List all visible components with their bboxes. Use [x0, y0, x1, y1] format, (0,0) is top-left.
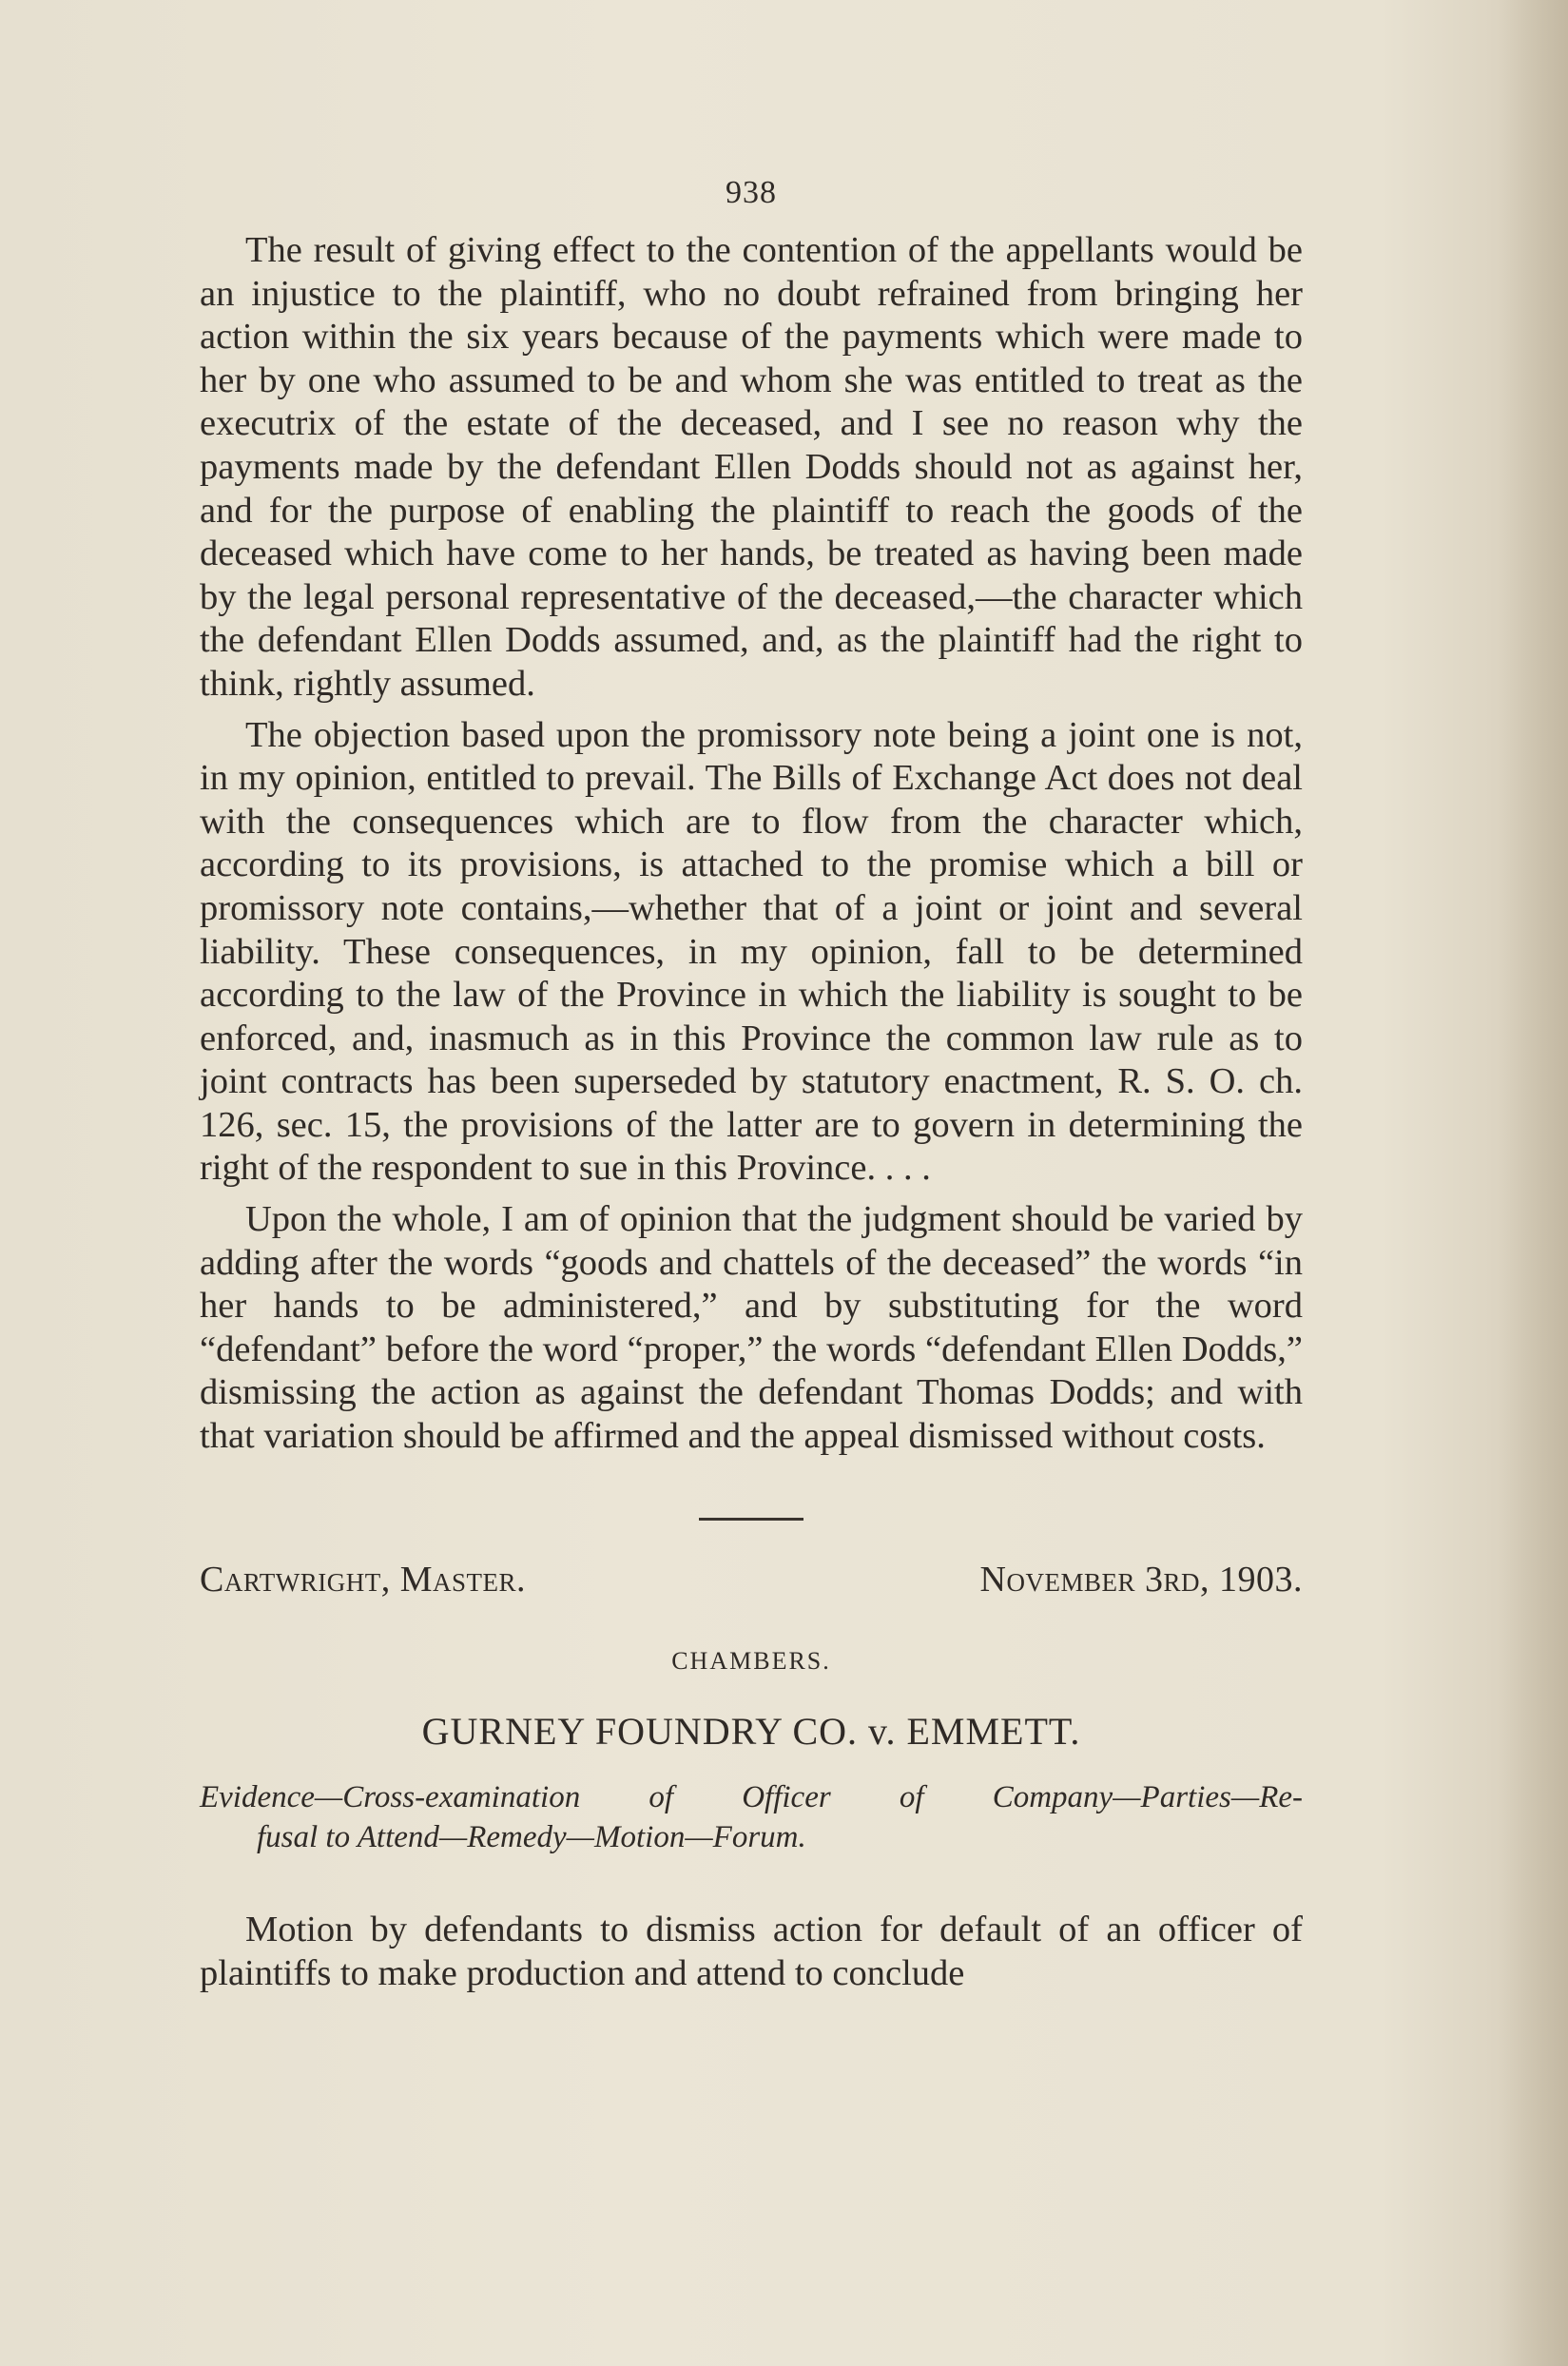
- paragraph-2: The objection based upon the promissory note being a joint one is not, in my opinion, entitled to prevail. The Bills of Exchange Act does not deal with the consequences which are to flow from the character which, according to its provisions, is attached to the promise which a bill or promissory note contains,—whether that of a joint or joint and several liability. These consequences, in my opinion, fall to be determined according to the law of the Province in which the liability is sought to be enforced, and, inasmuch as in this Province the common law rule as to joint contracts has been superseded by statutory enactment, R. S. O. ch. 126, sec. 15, the provisions of the latter are to govern in determining the right of the respondent to sue in this Province. . . .: [200, 714, 1303, 1189]
- chambers-label: CHAMBERS.: [671, 1647, 831, 1676]
- page-edge-shadow: [1501, 0, 1568, 2366]
- text-column: [200, 171, 1303, 1996]
- section-divider: [699, 1518, 803, 1521]
- headnote-line-1: Evidence—Cross-examination of Officer of Company—Parties—Re-: [200, 1780, 1303, 1815]
- decision-date: November 3rd, 1903.: [979, 1559, 1303, 1600]
- judge-name: Cartwright, Master.: [200, 1559, 526, 1600]
- case-title: GURNEY FOUNDRY CO. v. EMMETT.: [421, 1709, 1081, 1753]
- headnote: [200, 1777, 1303, 1857]
- paragraph-3: Upon the whole, I am of opinion that the judgment should be varied by adding after the words “goods and chattels of the deceased” the words “in her hands to be administered,” and by substituting for the word “defendant” before the word “proper,” the words “defendant Ellen Dodds,” dismissing the action as against the defendant Thomas Dodds; and with that variation should be affirmed and the appeal dismissed without costs.: [200, 1199, 1303, 1457]
- page-number: 938: [726, 175, 777, 210]
- motion-paragraph: Motion by defendants to dismiss action for default of an officer of plaintiffs to make production and attend to conclude: [200, 1910, 1303, 1993]
- case-header: [200, 1559, 1303, 1602]
- headnote-line-2: fusal to Attend—Remedy—Motion—Forum.: [257, 1820, 806, 1855]
- paragraph-1: The result of giving effect to the contention of the appellants would be an injustice to the plaintiff, who no doubt refrained from bringing her action within the six years because of the payments which were made to her by one who assumed to be and whom she was entitled to treat as the executrix of the estate of the deceased, and I see no reason why the payments made by the defendant Ellen Dodds should not as against her, and for the purpose of enabling the plaintiff to reach the goods of the deceased which have come to her hands, be treated as having been made by the legal personal representative of the deceased,—the character which the defendant Ellen Dodds assumed, and, as the plaintiff had the right to think, rightly assumed.: [200, 230, 1303, 704]
